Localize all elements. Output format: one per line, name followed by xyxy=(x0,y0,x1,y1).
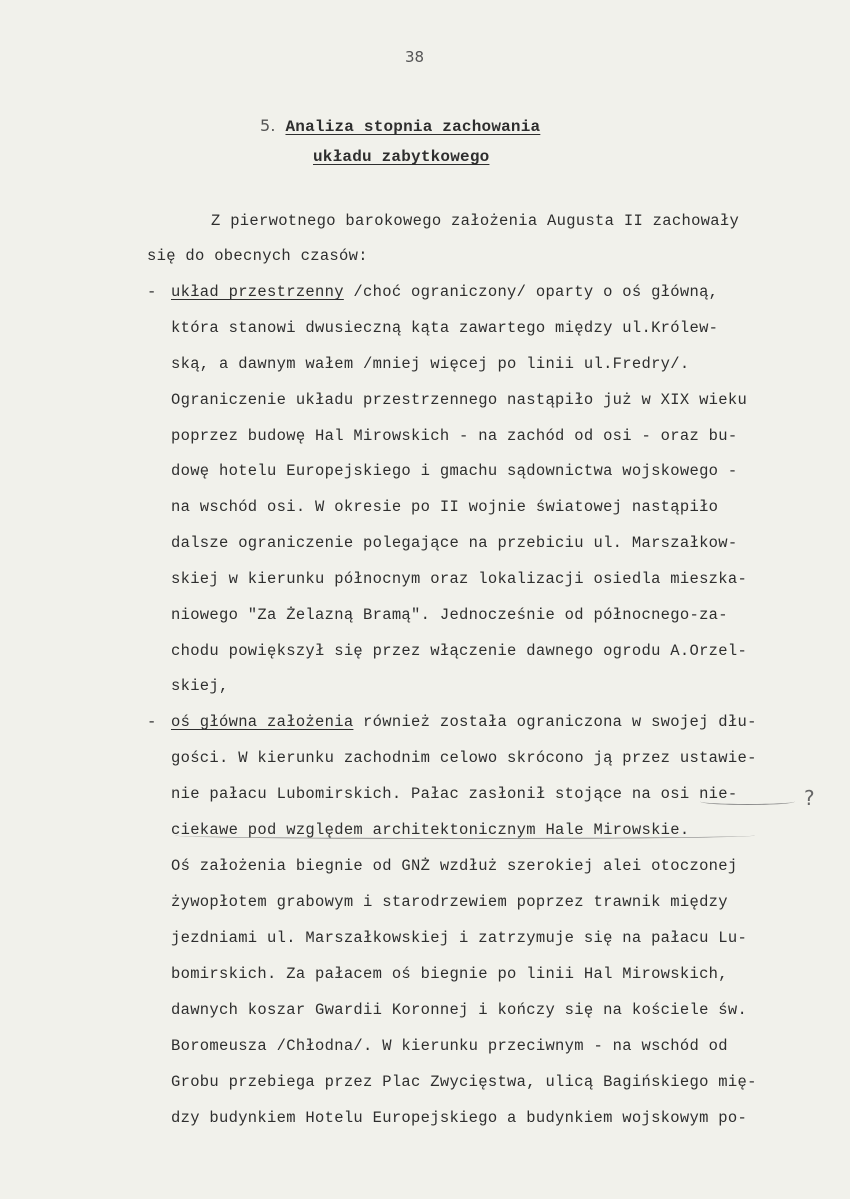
list-item-line: dalsze ograniczenie polegające na przebiciu ul. Marszałkow- xyxy=(171,534,738,552)
list-item-line: dowę hotelu Europejskiego i gmachu sądownictwa wojskowego - xyxy=(171,462,738,480)
list-item-line: skiej w kierunku północnym oraz lokalizacji osiedla mieszka- xyxy=(171,570,748,588)
section-title-line2: układu zabytkowego xyxy=(313,148,490,166)
list-item-line: która stanowi dwusieczną kąta zawartego między ul.Królew- xyxy=(171,319,719,337)
list-item-line: Oś założenia biegnie od GNŻ wzdłuż szerokiej alei otoczonej xyxy=(171,857,738,875)
list-item-line: żywopłotem grabowym i starodrzewiem poprzez trawnik między xyxy=(171,893,728,911)
list-item-line: jezdniami ul. Marszałkowskiej i zatrzymuje się na pałacu Lu- xyxy=(171,929,748,947)
list-item-line: niowego "Za Żelazną Bramą". Jednocześnie od północnego-za- xyxy=(171,606,728,624)
list-dash: - xyxy=(147,713,157,731)
page-number: 38 xyxy=(405,48,425,66)
list-item-line: dawnych koszar Gwardii Koronnej i kończy się na kościele św. xyxy=(171,1001,748,1019)
section-title-line1: Analiza stopnia zachowania xyxy=(285,118,541,136)
list-item-line: chodu powiększył się przez włączenie dawnego ogrodu A.Orzel- xyxy=(171,642,748,660)
list-item-first-line xyxy=(171,713,757,731)
list-item-line: gości. W kierunku zachodnim celowo skrócono ją przez ustawie- xyxy=(171,749,757,767)
list-dash: - xyxy=(147,283,157,301)
list-item-line: poprzez budowę Hal Mirowskich - na zachód od osi - oraz bu- xyxy=(171,427,738,445)
list-item-line: na wschód osi. W okresie po II wojnie światowej nastąpiło xyxy=(171,498,719,516)
pencil-underline-mark xyxy=(700,798,795,805)
list-item-line: skiej, xyxy=(171,677,229,695)
list-item-first-line xyxy=(171,283,718,301)
section-heading-line2 xyxy=(313,148,850,166)
list-item-line: bomirskich. Za pałacem oś biegnie po linii Hal Mirowskich, xyxy=(171,965,728,983)
list-item-text: /choć ograniczony/ oparty o oś główną, xyxy=(343,283,719,301)
paragraph-line: się do obecnych czasów: xyxy=(147,247,368,265)
list-item-line: dzy budynkiem Hotelu Europejskiego a budynkiem wojskowym po- xyxy=(171,1109,748,1127)
margin-question-mark: ? xyxy=(804,786,815,810)
list-item-line: Grobu przebiega przez Plac Zwycięstwa, ulicą Bagińskiego mię- xyxy=(171,1073,757,1091)
list-item-line: ciekawe pod względem architektonicznym Hale Mirowskie. xyxy=(171,821,690,839)
list-item-line: nie pałacu Lubomirskich. Pałac zasłonił stojące na osi nie- xyxy=(171,785,738,803)
pencil-underline-mark xyxy=(175,832,755,839)
list-item-text: również została ograniczona w swojej dłu- xyxy=(353,713,757,731)
paragraph-line: Z pierwotnego barokowego założenia Augusta II zachowały xyxy=(211,212,740,230)
list-item-term: układ przestrzenny xyxy=(171,283,344,301)
list-item-line: Boromeusza /Chłodna/. W kierunku przeciwnym - na wschód od xyxy=(171,1037,728,1055)
list-item-line: ską, a dawnym wałem /mniej więcej po linii ul.Fredry/. xyxy=(171,355,690,373)
section-number: 5. xyxy=(260,116,276,135)
list-item-term: oś główna założenia xyxy=(171,713,354,731)
section-heading-line1 xyxy=(260,116,850,136)
list-item-line: Ograniczenie układu przestrzennego nastąpiło już w XIX wieku xyxy=(171,391,748,409)
